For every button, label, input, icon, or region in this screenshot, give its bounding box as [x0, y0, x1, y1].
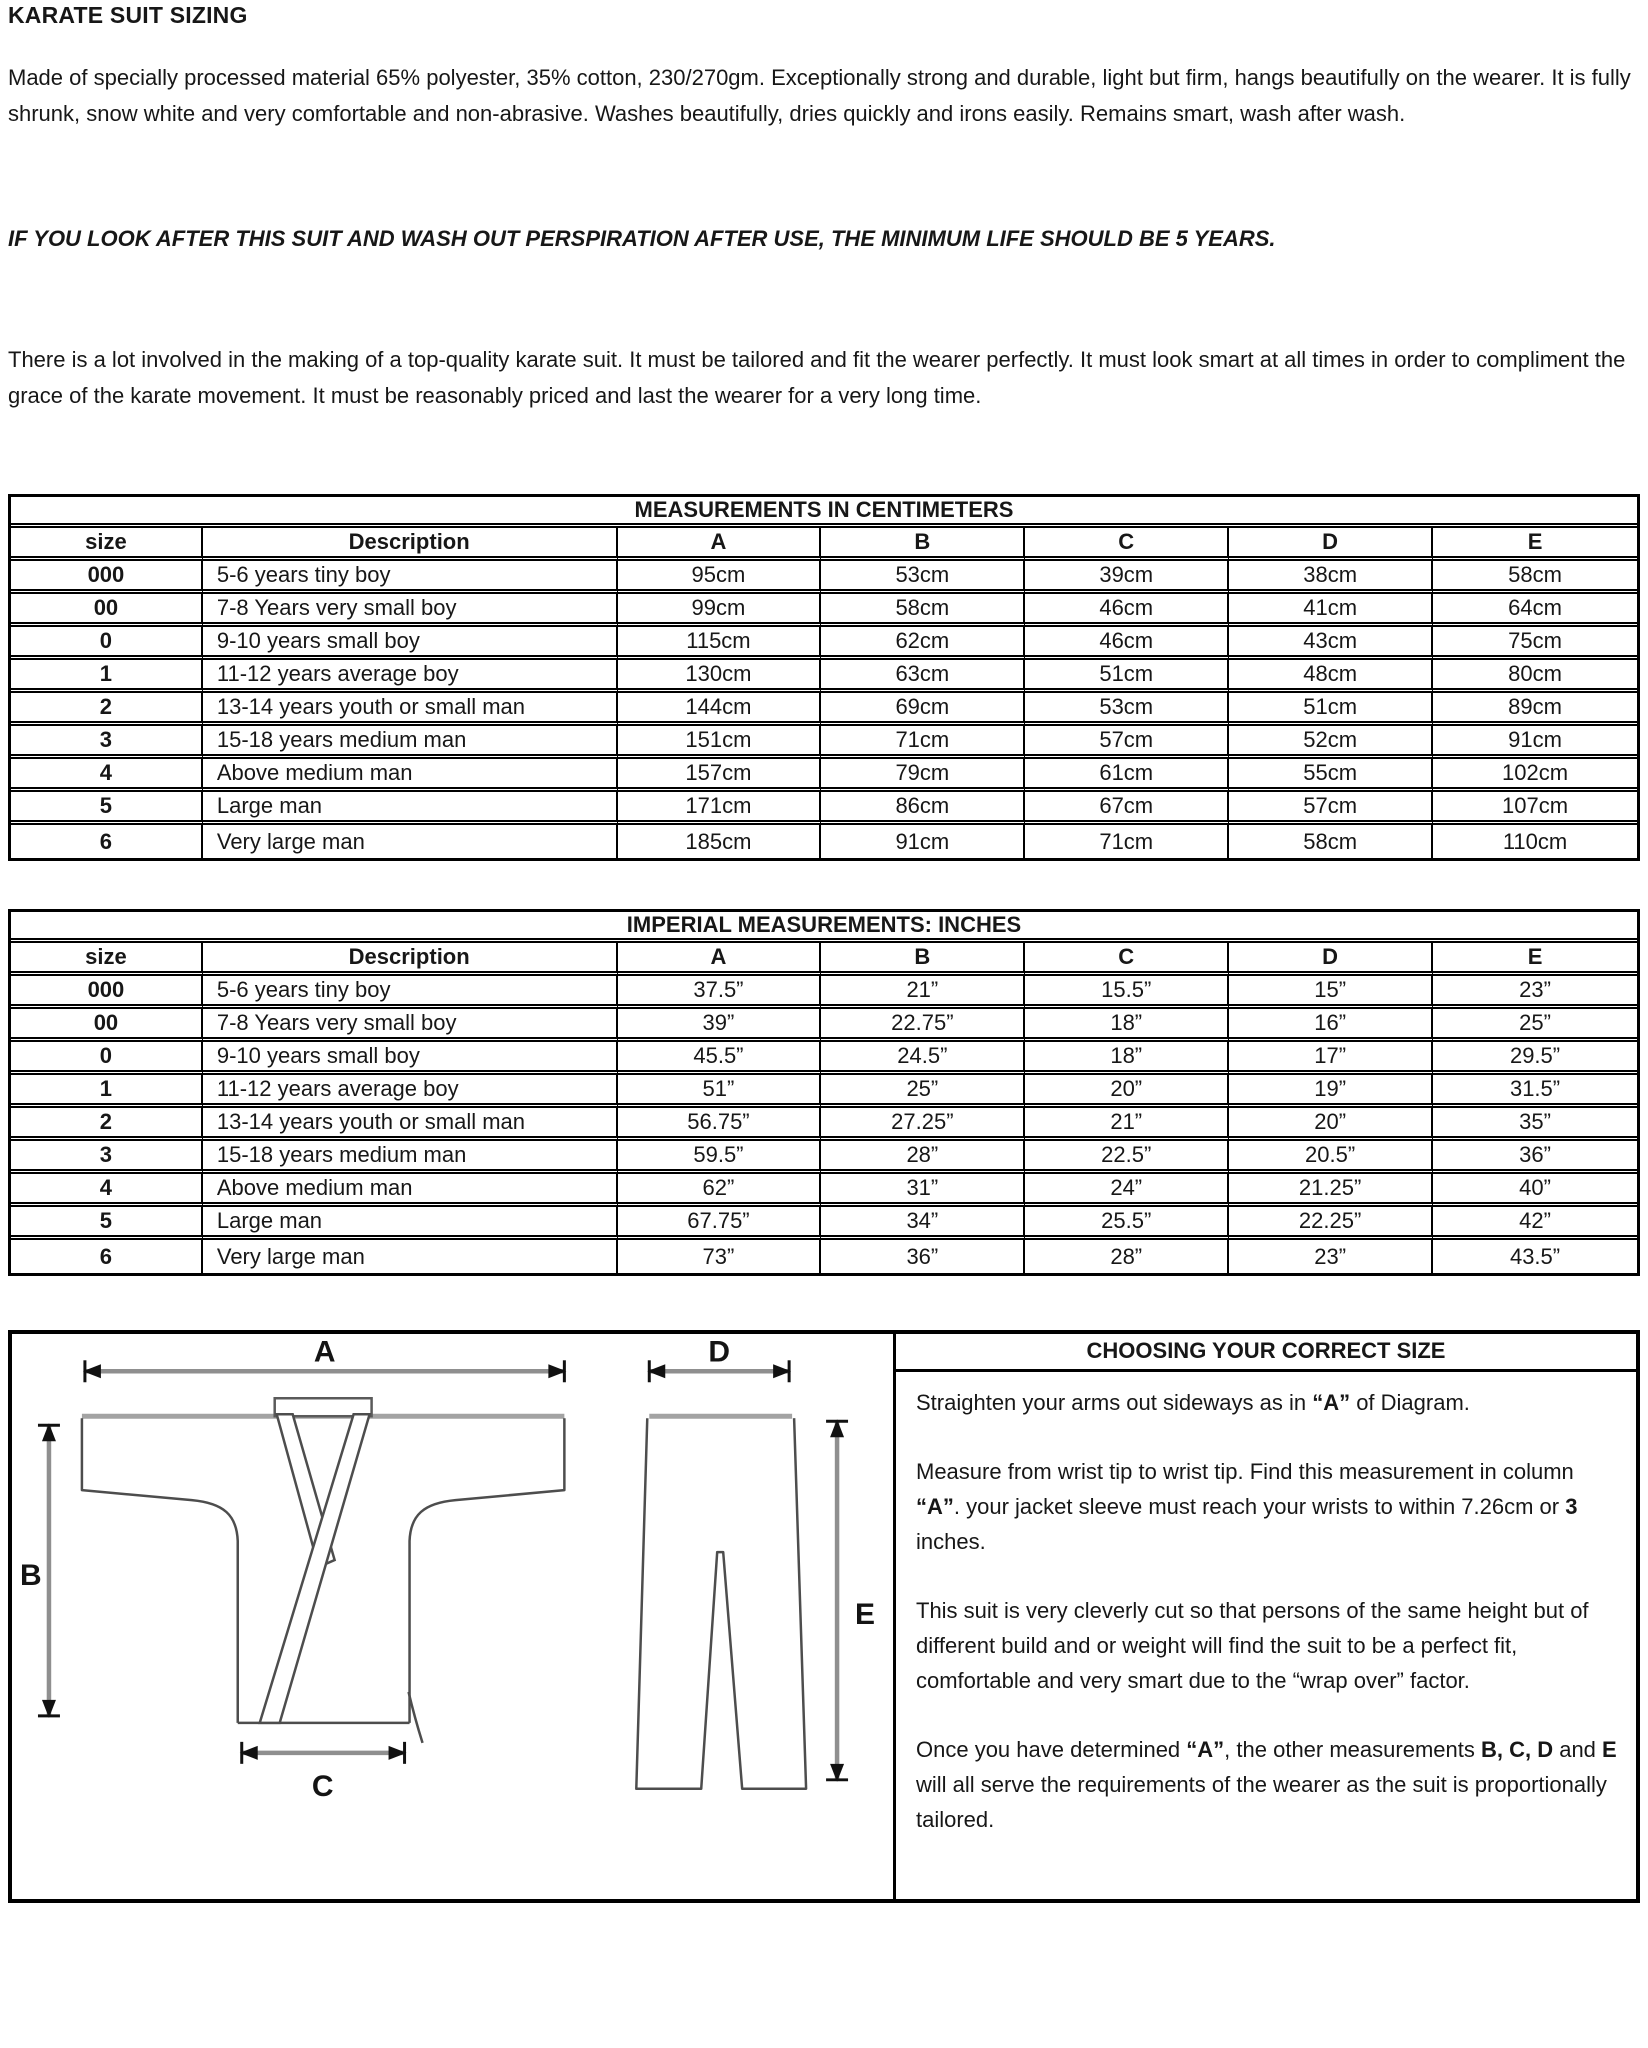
- dimension-arrow-a: [83, 1335, 566, 1382]
- measurement-cell: 110cm: [1502, 828, 1568, 854]
- description-cell: 11-12 years average boy: [203, 1075, 618, 1108]
- size-cell: 2: [11, 1108, 203, 1141]
- column-header: B: [821, 528, 1025, 561]
- table-row: [11, 759, 1637, 792]
- measurement-cell: 20.5”: [1229, 1141, 1433, 1174]
- measurement-cell: 75cm: [1433, 627, 1637, 660]
- table-row: [11, 1207, 1637, 1240]
- measurement-cell: 31.5”: [1433, 1075, 1637, 1108]
- size-cell: 5: [11, 792, 203, 825]
- measurement-cell: 102cm: [1433, 759, 1637, 792]
- page-title: KARATE SUIT SIZING: [8, 2, 248, 28]
- measurement-cell: 21”: [821, 976, 1025, 1009]
- table-row: [11, 1075, 1637, 1108]
- measurement-cell: 89cm: [1433, 693, 1637, 726]
- lapel-right: [260, 1414, 370, 1723]
- description-cell: 13-14 years youth or small man: [203, 1108, 618, 1141]
- measurement-cell: 21.25”: [1229, 1174, 1433, 1207]
- measurement-cell: 25”: [821, 1075, 1025, 1108]
- sizing-guide-title: CHOOSING YOUR CORRECT SIZE: [896, 1334, 1636, 1372]
- measurement-cell: 18”: [1025, 1042, 1229, 1075]
- measurement-cell: 15.5”: [1025, 976, 1229, 1009]
- table-row: [11, 792, 1637, 825]
- measurement-cell: 51cm: [1025, 660, 1229, 693]
- measurement-cell: 67.75”: [618, 1207, 822, 1240]
- measurement-cell: 62”: [618, 1174, 822, 1207]
- table-row: [11, 1141, 1637, 1174]
- description-cell: 13-14 years youth or small man: [203, 693, 618, 726]
- size-cell: 5: [11, 1207, 203, 1240]
- measurement-cell: 22.5”: [1025, 1141, 1229, 1174]
- measurement-cell: 31”: [821, 1174, 1025, 1207]
- column-header: Description: [203, 943, 618, 976]
- table-row: [11, 976, 1637, 1009]
- label-c: C: [311, 1769, 334, 1803]
- measurement-cell: 107cm: [1433, 792, 1637, 825]
- table-row: [11, 1009, 1637, 1042]
- craftsmanship-paragraph: There is a lot involved in the making of a top-quality karate suit. It must be tailored and fit the wearer perfectly. It must look smart at all times in order to compliment the grace of the karate movement. It must be reasonably priced and last the wearer for a very long time.: [8, 347, 1626, 408]
- measurement-cell: 185cm: [618, 825, 822, 858]
- measurement-cell: 51cm: [1229, 693, 1433, 726]
- description-cell: 7-8 Years very small boy: [203, 594, 618, 627]
- measurement-cell: 20”: [1229, 1108, 1433, 1141]
- measurement-cell: 61cm: [1025, 759, 1229, 792]
- measurement-cell: 22.25”: [1229, 1207, 1433, 1240]
- column-header: C: [1025, 943, 1229, 976]
- measurement-cell: 80cm: [1433, 660, 1637, 693]
- size-cell: 000: [11, 976, 203, 1009]
- measurement-cell: 25”: [1433, 1009, 1637, 1042]
- table-row: [11, 594, 1637, 627]
- measurement-cell: 38cm: [1229, 561, 1433, 594]
- measurement-cell: 29.5”: [1433, 1042, 1637, 1075]
- suit-diagram-svg: [12, 1334, 889, 1899]
- table-row: [11, 1108, 1637, 1141]
- durability-note: IF YOU LOOK AFTER THIS SUIT AND WASH OUT PERSPIRATION AFTER USE, THE MINIMUM LIFE SHOULD BE 5 YEARS.: [8, 226, 1276, 251]
- description-cell: 15-18 years medium man: [203, 1141, 618, 1174]
- measurement-cell: 23”: [1229, 1240, 1433, 1273]
- column-header: A: [618, 528, 822, 561]
- measurement-cell: 58cm: [821, 594, 1025, 627]
- table-row: [11, 660, 1637, 693]
- measurement-cell: 71cm: [1025, 825, 1229, 858]
- table-row: [11, 825, 1637, 858]
- measurement-cell: 18”: [1025, 1009, 1229, 1042]
- measurement-cell: 73”: [618, 1240, 822, 1273]
- measurement-cell: 62cm: [821, 627, 1025, 660]
- measurement-cell: 41cm: [1229, 594, 1433, 627]
- measurement-cell: 91cm: [1433, 726, 1637, 759]
- measurement-cell: 79cm: [821, 759, 1025, 792]
- dimension-arrow-e: [826, 1419, 875, 1782]
- size-cell: 00: [11, 594, 203, 627]
- dimension-arrow-d: [647, 1335, 791, 1382]
- sizing-guide-section: [8, 1330, 1640, 1903]
- measurement-cell: 37.5”: [618, 976, 822, 1009]
- description-cell: 5-6 years tiny boy: [203, 976, 618, 1009]
- measurement-cell: 63cm: [821, 660, 1025, 693]
- measurement-cell: 19”: [1229, 1075, 1433, 1108]
- size-cell: 1: [11, 660, 203, 693]
- imperial-sizes-table: [8, 909, 1640, 1276]
- description-cell: Large man: [203, 792, 618, 825]
- table-title: IMPERIAL MEASUREMENTS: INCHES: [11, 912, 1637, 943]
- size-cell: 000: [11, 561, 203, 594]
- intro-paragraph: Made of specially processed material 65% polyester, 35% cotton, 230/270gm. Exceptionally strong and durable, light but firm, hangs beautifully on the wearer. It is fully shrunk, snow white and very comfortable and non-abrasive. Washes beautifully, dries quickly and irons easily. Remains smart, wash after wash.: [8, 65, 1631, 126]
- measurement-cell: 86cm: [821, 792, 1025, 825]
- table-row: [11, 726, 1637, 759]
- measurement-cell: 53cm: [1025, 693, 1229, 726]
- measurement-cell: 35”: [1433, 1108, 1637, 1141]
- measurement-cell: 17”: [1229, 1042, 1433, 1075]
- jacket-drawing: [82, 1398, 564, 1743]
- label-b: B: [19, 1559, 42, 1593]
- table-row: [11, 1174, 1637, 1207]
- measurement-cell: 69cm: [821, 693, 1025, 726]
- column-header: A: [618, 943, 822, 976]
- label-e: E: [855, 1597, 876, 1631]
- size-cell: 2: [11, 693, 203, 726]
- sizing-guide-panel: [896, 1334, 1636, 1899]
- measurement-cell: 57cm: [1229, 792, 1433, 825]
- table-row: [11, 627, 1637, 660]
- measurement-cell: 24.5”: [821, 1042, 1025, 1075]
- column-header: E: [1433, 528, 1637, 561]
- table-row: [11, 1240, 1637, 1273]
- description-cell: Very large man: [203, 1240, 618, 1273]
- label-a: A: [313, 1335, 336, 1369]
- measurement-cell: 21”: [1025, 1108, 1229, 1141]
- measurement-cell: 157cm: [618, 759, 822, 792]
- measurement-cell: 39cm: [1025, 561, 1229, 594]
- column-header: B: [821, 943, 1025, 976]
- description-cell: 9-10 years small boy: [203, 1042, 618, 1075]
- measurement-cell: 59.5”: [618, 1141, 822, 1174]
- measurement-cell: 16”: [1229, 1009, 1433, 1042]
- measurement-cell: 53cm: [821, 561, 1025, 594]
- measurement-cell: 57cm: [1025, 726, 1229, 759]
- dimension-arrow-b: [20, 1423, 60, 1718]
- size-cell: 3: [11, 1141, 203, 1174]
- measurement-cell: 67cm: [1025, 792, 1229, 825]
- measurement-cell: 39”: [618, 1009, 822, 1042]
- measurement-cell: 36”: [821, 1240, 1025, 1273]
- measurement-cell: 115cm: [618, 627, 822, 660]
- measurement-cell: 28”: [1025, 1240, 1229, 1273]
- column-header: D: [1229, 528, 1433, 561]
- column-header: C: [1025, 528, 1229, 561]
- size-cell: 00: [11, 1009, 203, 1042]
- measurement-cell: 55cm: [1229, 759, 1433, 792]
- size-cell: 6: [11, 825, 203, 858]
- description-cell: Above medium man: [203, 759, 618, 792]
- size-cell: 0: [11, 627, 203, 660]
- measurement-cell: 25.5”: [1025, 1207, 1229, 1240]
- description-cell: Very large man: [203, 825, 618, 858]
- label-d: D: [708, 1335, 731, 1369]
- measurement-cell: 20”: [1025, 1075, 1229, 1108]
- measurement-cell: 34”: [821, 1207, 1025, 1240]
- size-cell: 4: [11, 1174, 203, 1207]
- description-cell: 11-12 years average boy: [203, 660, 618, 693]
- measurement-cell: 42”: [1433, 1207, 1637, 1240]
- measurement-cell: 51”: [618, 1075, 822, 1108]
- measurement-cell: 23”: [1433, 976, 1637, 1009]
- size-cell: 6: [11, 1240, 203, 1273]
- table-row: [11, 1042, 1637, 1075]
- guide-paragraph: Measure from wrist tip to wrist tip. Find this measurement in column “A”. your jacket sleeve must reach your wrists to within 7.26cm or 3 inches.: [916, 1459, 1578, 1554]
- measurement-cell: 27.25”: [821, 1108, 1025, 1141]
- description-cell: 9-10 years small boy: [203, 627, 618, 660]
- suit-measurement-diagram: [12, 1334, 896, 1899]
- measurement-cell: 43cm: [1229, 627, 1433, 660]
- measurement-cell: 43.5”: [1509, 1243, 1561, 1269]
- measurement-cell: 151cm: [618, 726, 822, 759]
- guide-paragraph: Once you have determined “A”, the other measurements B, C, D and E will all serve the requirements of the wearer as the suit is proportionally tailored.: [916, 1737, 1617, 1832]
- measurement-cell: 28”: [821, 1141, 1025, 1174]
- measurement-cell: 22.75”: [821, 1009, 1025, 1042]
- measurement-cell: 130cm: [618, 660, 822, 693]
- measurement-cell: 91cm: [821, 825, 1025, 858]
- measurement-cell: 40”: [1433, 1174, 1637, 1207]
- guide-paragraph: Straighten your arms out sideways as in “A” of Diagram.: [916, 1390, 1470, 1415]
- measurement-cell: 58cm: [1229, 825, 1433, 858]
- column-header: size: [11, 943, 203, 976]
- measurement-cell: 58cm: [1433, 561, 1637, 594]
- guide-paragraph: This suit is very cleverly cut so that persons of the same height but of different build and or weight will find the suit to be a perfect fit, comfortable and very smart due to the “wrap over” factor.: [916, 1598, 1589, 1693]
- size-cell: 4: [11, 759, 203, 792]
- column-header: size: [11, 528, 203, 561]
- column-header: D: [1229, 943, 1433, 976]
- description-cell: 7-8 Years very small boy: [203, 1009, 618, 1042]
- measurement-cell: 46cm: [1025, 627, 1229, 660]
- table-row: [11, 693, 1637, 726]
- measurement-cell: 71cm: [821, 726, 1025, 759]
- sizing-guide-body: [896, 1372, 1636, 1871]
- size-cell: 0: [11, 1042, 203, 1075]
- trousers-drawing: [636, 1416, 806, 1789]
- measurement-cell: 45.5”: [618, 1042, 822, 1075]
- measurement-cell: 99cm: [618, 594, 822, 627]
- description-cell: 15-18 years medium man: [203, 726, 618, 759]
- measurement-cell: 171cm: [618, 792, 822, 825]
- measurement-cell: 52cm: [1229, 726, 1433, 759]
- size-cell: 1: [11, 1075, 203, 1108]
- measurement-cell: 46cm: [1025, 594, 1229, 627]
- description-cell: Large man: [203, 1207, 618, 1240]
- measurement-cell: 36”: [1433, 1141, 1637, 1174]
- column-header: Description: [203, 528, 618, 561]
- measurement-cell: 56.75”: [618, 1108, 822, 1141]
- description-cell: Above medium man: [203, 1174, 618, 1207]
- column-header: E: [1433, 943, 1637, 976]
- measurement-cell: 64cm: [1433, 594, 1637, 627]
- metric-sizes-table: [8, 494, 1640, 861]
- measurement-cell: 15”: [1229, 976, 1433, 1009]
- measurement-cell: 24”: [1025, 1174, 1229, 1207]
- measurement-cell: 48cm: [1229, 660, 1433, 693]
- table-row: [11, 561, 1637, 594]
- table-title: MEASUREMENTS IN CENTIMETERS: [11, 497, 1637, 528]
- measurement-cell: 144cm: [618, 693, 822, 726]
- dimension-arrow-c: [240, 1742, 407, 1803]
- size-cell: 3: [11, 726, 203, 759]
- measurement-cell: 95cm: [618, 561, 822, 594]
- description-cell: 5-6 years tiny boy: [203, 561, 618, 594]
